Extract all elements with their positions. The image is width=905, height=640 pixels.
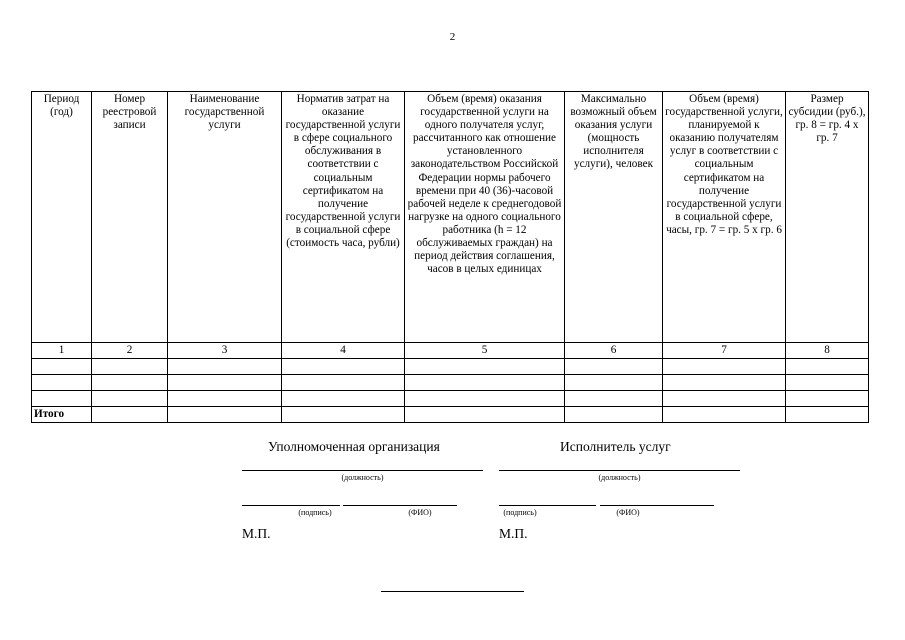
header-max-capacity: Максимально возможный объем оказания услуги (мощность исполнителя услуги), человек bbox=[565, 92, 663, 343]
left-name-line bbox=[343, 505, 457, 506]
column-number-row bbox=[32, 343, 869, 359]
header-service-name: Наименование государственной услуги bbox=[168, 92, 282, 343]
left-name-caption: (ФИО) bbox=[408, 508, 432, 517]
column-number: 5 bbox=[405, 343, 565, 359]
left-stamp-label: М.П. bbox=[242, 526, 271, 541]
subsidy-calculation-table bbox=[31, 91, 869, 423]
table-row bbox=[32, 359, 869, 375]
header-row bbox=[32, 92, 869, 343]
column-number: 8 bbox=[786, 343, 869, 359]
right-name-line bbox=[600, 505, 714, 506]
left-signature-caption: (подпись) bbox=[298, 508, 332, 517]
page-number: 2 bbox=[449, 31, 456, 43]
header-cost-norm: Норматив затрат на оказание государственной услуги в сфере социального обслуживания в соответствии с социальным сертификатом на получение государственной услуги в социальной сфере (стоимость часа, рубли) bbox=[282, 92, 405, 343]
header-planned-volume: Объем (время) государственной услуги, планируемой к оказанию получателям услуг в соответствии с социальным сертификатом на получение государственной услуги в социальной сфере, часы, гр. 7 = гр. 5 х гр. 6 bbox=[663, 92, 786, 343]
header-registry-number: Номер реестровой записи bbox=[92, 92, 168, 343]
right-position-caption: (должность) bbox=[598, 473, 641, 482]
column-number: 1 bbox=[32, 343, 92, 359]
right-signature-line bbox=[499, 505, 596, 506]
header-service-time-per-recipient: Объем (время) оказания государственной услуги на одного получателя услуг, рассчитанного как отношение установленного законодательством Российской Федерации нормы рабочего времени при 40 (36)-часовой рабочей неделе к среднегодовой нагрузке на одного социального работника (h = 12 обслуживаемых граждан) на период действия соглашения, часов в целых единицах bbox=[405, 92, 565, 343]
column-number: 7 bbox=[663, 343, 786, 359]
right-position-line bbox=[499, 470, 740, 471]
column-number: 4 bbox=[282, 343, 405, 359]
right-name-caption: (ФИО) bbox=[616, 508, 640, 517]
table-row bbox=[32, 375, 869, 391]
header-subsidy-amount: Размер субсидии (руб.), гр. 8 = гр. 4 х гр. 7 bbox=[786, 92, 869, 343]
authorized-organization-title: Уполномоченная организация bbox=[268, 439, 440, 454]
header-period: Период (год) bbox=[32, 92, 92, 343]
column-number: 2 bbox=[92, 343, 168, 359]
right-stamp-label: М.П. bbox=[499, 526, 528, 541]
left-signature-line bbox=[242, 505, 340, 506]
column-number: 3 bbox=[168, 343, 282, 359]
service-provider-title: Исполнитель услуг bbox=[560, 439, 671, 454]
right-signature-caption: (подпись) bbox=[503, 508, 537, 517]
footer-separator bbox=[381, 591, 524, 592]
total-label: Итого bbox=[32, 407, 92, 423]
left-position-line bbox=[242, 470, 483, 471]
column-number: 6 bbox=[565, 343, 663, 359]
table-row bbox=[32, 391, 869, 407]
total-row bbox=[32, 407, 869, 423]
left-position-caption: (должность) bbox=[341, 473, 384, 482]
